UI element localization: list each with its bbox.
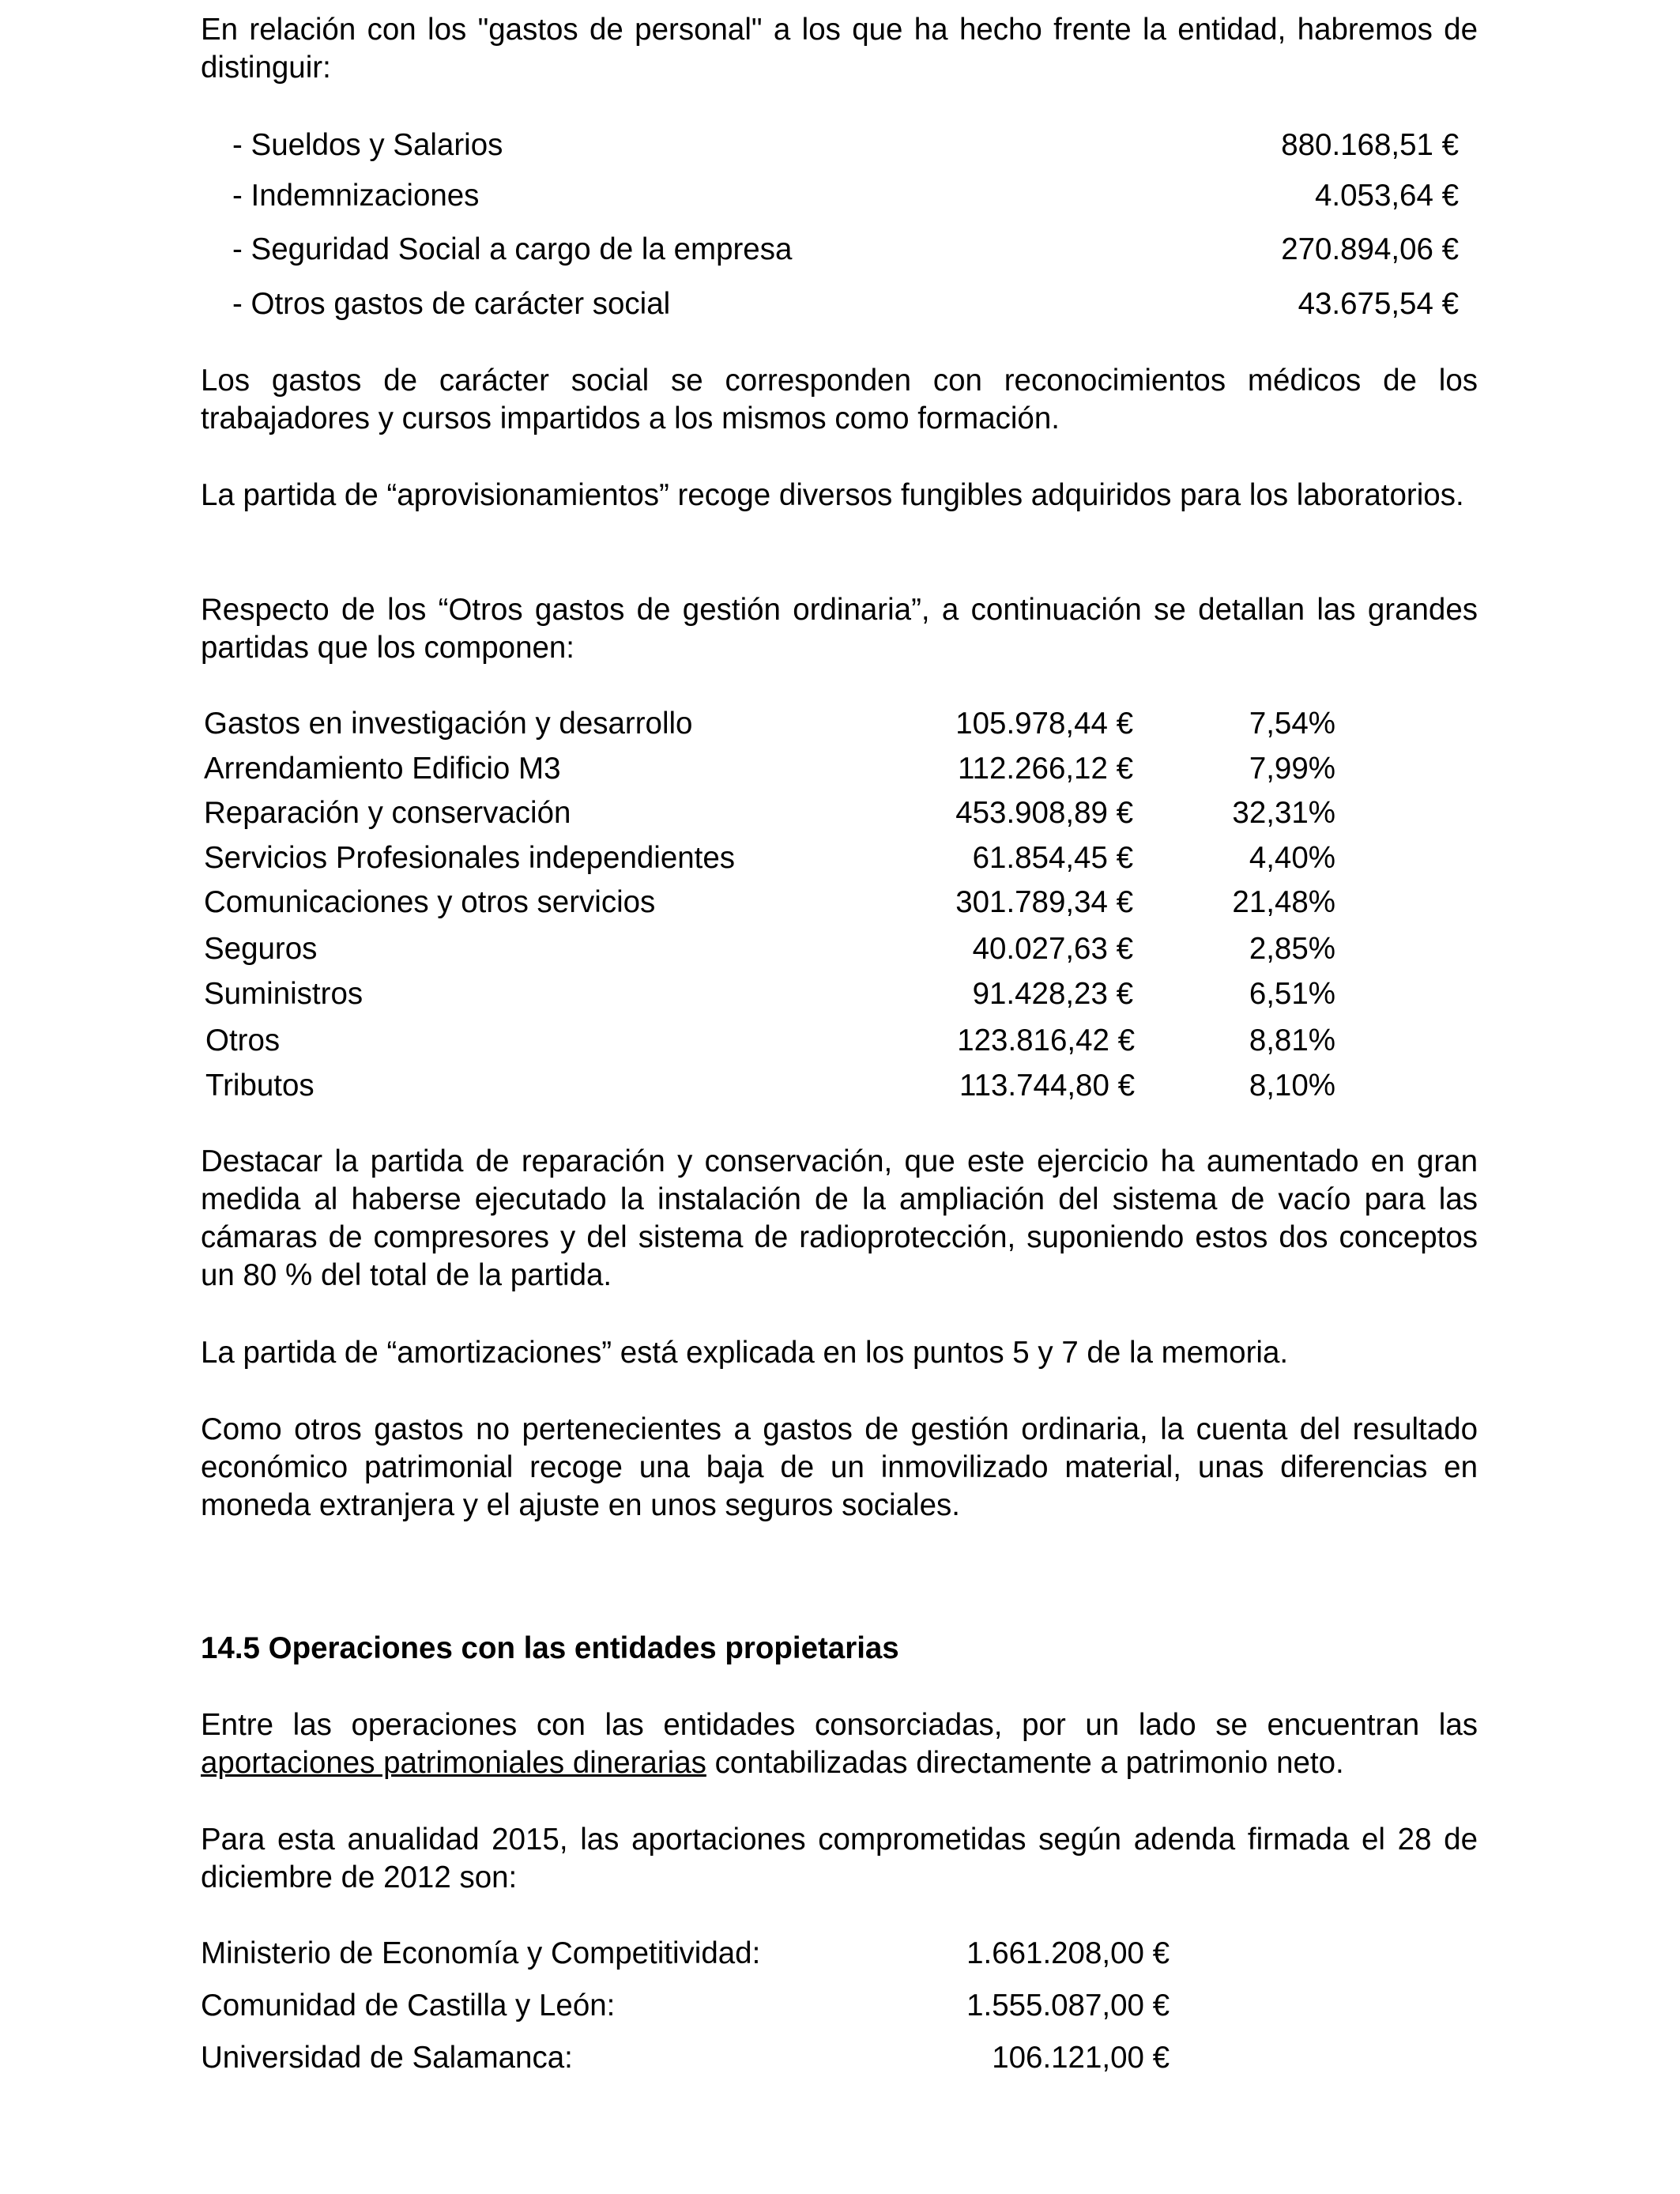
table-cell-label: Servicios Profesionales independientes [204,841,736,875]
table-cell-amount: 123.816,42 € [957,1023,1135,1057]
aprovisionamientos-paragraph: La partida de “aprovisionamientos” recoge diversos fungibles adquiridos para los laboratorios. [201,478,1464,512]
aportaciones-underlined-text: aportaciones patrimoniales dinerarias [201,1746,706,1780]
aportacion-row [201,1987,1170,2025]
table-cell-label: Arrendamiento Edificio M3 [204,752,561,786]
personal-item-row [232,231,1459,269]
table-cell-amount: 61.854,45 € [972,841,1133,875]
reparacion-note-paragraph: Destacar la partida de reparación y conservación, que este ejercicio ha aumentado en gran medida al haberse ejecutado la instalación de la ampliación del sistema de vacío para las cámaras de compresores y del sistema de radioprotección, suponiendo estos dos conceptos un 80 % del total de la partida. [201,1144,1478,1292]
table-cell-label: Reparación y conservación [204,796,571,830]
table-row [205,1022,1335,1060]
table-row [204,705,1335,743]
table-cell-label: Suministros [204,977,363,1011]
intro-personal-paragraph: En relación con los "gastos de personal" a los que ha hecho frente la entidad, habremos de distinguir: [201,13,1478,85]
personal-item-row [232,126,1459,164]
aportacion-label: Comunidad de Castilla y León: [201,1989,616,2022]
aportacion-label: Ministerio de Economía y Competitividad: [201,1936,761,1970]
table-cell-percent: 21,48% [1232,885,1335,919]
personal-item-label: - Indemnizaciones [232,179,480,213]
personal-item-label: - Seguridad Social a cargo de la empresa [232,232,793,266]
table-cell-label: Otros [205,1023,281,1057]
personal-item-label: - Otros gastos de carácter social [232,287,671,321]
table-cell-label: Gastos en investigación y desarrollo [204,707,693,741]
table-row [204,794,1335,832]
personal-item-amount: 43.675,54 € [1298,287,1459,321]
table-cell-percent: 32,31% [1232,796,1335,830]
table-cell-percent: 8,81% [1249,1023,1335,1057]
otros-no-gestion-paragraph: Como otros gastos no pertenecientes a gastos de gestión ordinaria, la cuenta del resultado económico patrimonial recoge una baja de un inmovilizado material, unas diferencias en moneda extranjera y el ajuste en unos seguros sociales. [201,1412,1478,1522]
personal-item-amount: 270.894,06 € [1281,232,1459,266]
table-cell-percent: 7,54% [1249,707,1335,741]
table-row [204,884,1335,922]
table-cell-label: Tributos [205,1069,315,1103]
section-heading: 14.5 Operaciones con las entidades propietarias [201,1631,899,1665]
personal-item-row [232,285,1459,323]
personal-item-amount: 880.168,51 € [1281,128,1459,162]
operaciones-text-end: contabilizadas directamente a patrimonio neto. [706,1746,1344,1780]
table-cell-percent: 7,99% [1249,752,1335,786]
table-row [204,839,1335,877]
table-cell-amount: 40.027,63 € [972,932,1133,966]
table-cell-amount: 112.266,12 € [958,752,1133,786]
table-cell-percent: 6,51% [1249,977,1335,1011]
aportacion-amount: 106.121,00 € [992,2041,1170,2075]
table-row [205,1067,1335,1105]
aportacion-label: Universidad de Salamanca: [201,2041,573,2075]
table-cell-amount: 105.978,44 € [955,707,1133,741]
personal-item-amount: 4.053,64 € [1315,179,1459,213]
table-row [204,930,1335,968]
social-note-paragraph: Los gastos de carácter social se corresponden con reconocimientos médicos de los trabajadores y cursos impartidos a los mismos como formación. [201,364,1478,435]
otros-gastos-intro-paragraph: Respecto de los “Otros gastos de gestión ordinaria”, a continuación se detallan las grandes partidas que los componen: [201,593,1478,665]
personal-item-row [232,177,1459,215]
aportacion-amount: 1.555.087,00 € [966,1989,1170,2022]
aportacion-amount: 1.661.208,00 € [966,1936,1170,1970]
aportacion-row [201,2039,1170,2077]
table-cell-percent: 4,40% [1249,841,1335,875]
table-cell-amount: 453.908,89 € [955,796,1133,830]
table-cell-percent: 8,10% [1249,1069,1335,1103]
personal-item-label: - Sueldos y Salarios [232,128,503,162]
amortizaciones-paragraph: La partida de “amortizaciones” está explicada en los puntos 5 y 7 de la memoria. [201,1336,1289,1370]
operaciones-paragraph [201,1706,1478,1782]
table-cell-amount: 301.789,34 € [955,885,1133,919]
table-cell-label: Comunicaciones y otros servicios [204,885,656,919]
anualidad-paragraph: Para esta anualidad 2015, las aportaciones comprometidas según adenda firmada el 28 de diciembre de 2012 son: [201,1823,1478,1894]
aportacion-row [201,1935,1170,1973]
table-cell-label: Seguros [204,932,318,966]
table-row [204,750,1335,788]
table-row [204,975,1335,1013]
table-cell-amount: 91.428,23 € [972,977,1133,1011]
operaciones-text-start: Entre las operaciones con las entidades consorciadas, por un lado se encuentran las [201,1708,1478,1742]
table-cell-percent: 2,85% [1249,932,1335,966]
table-cell-amount: 113.744,80 € [959,1069,1135,1103]
